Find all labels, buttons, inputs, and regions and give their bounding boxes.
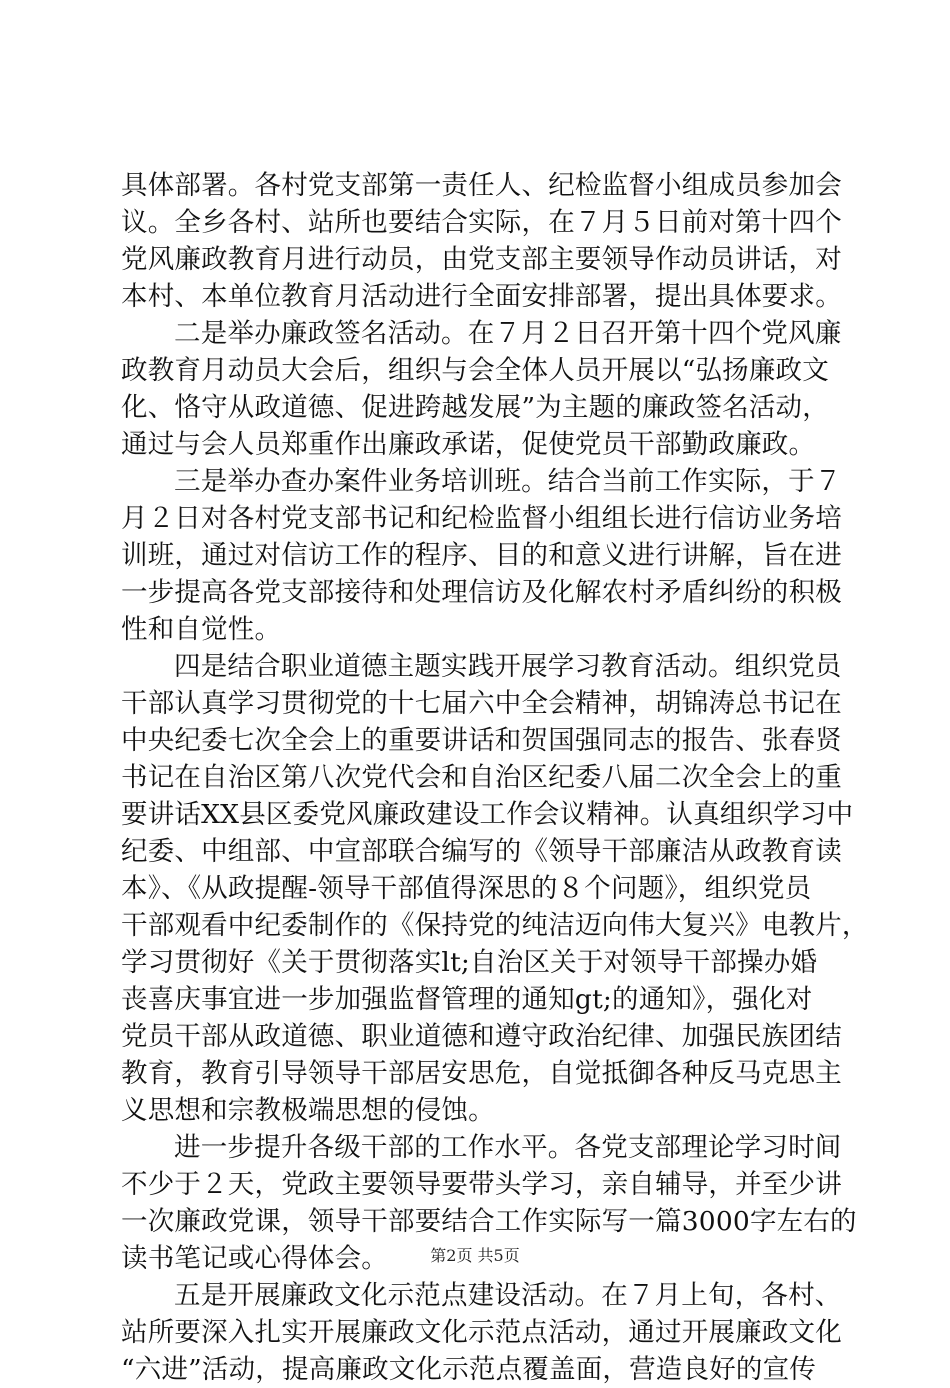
text-line: 义思想和宗教极端思想的侵蚀。 (121, 1095, 495, 1126)
text-line: 干部认真学习贯彻党的十七届六中全会精神，胡锦涛总书记在 (121, 688, 842, 719)
page-number: 第2页 共5页 (430, 1246, 520, 1265)
text-line: 党员干部从政道德、职业道德和遵守政治纪律、加强民族团结 (121, 1021, 842, 1052)
text-line: 通过与会人员郑重作出廉政承诺，促使党员干部勤政廉政。 (121, 429, 816, 460)
paragraph-first-line: 三是举办查办案件业务培训班。结合当前工作实际，于７ (174, 466, 842, 497)
text-line: 不少于２天，党政主要领导要带头学习，亲自辅导，并至少讲 (121, 1169, 842, 1200)
page-footer (0, 1244, 950, 1268)
text-line: “六进”活动，提高廉政文化示范点覆盖面，营造良好的宣传 (121, 1354, 816, 1385)
text-line: 本村、本单位教育月活动进行全面安排部署，提出具体要求。 (121, 281, 842, 312)
text-line: 训班，通过对信访工作的程序、目的和意义进行讲解，旨在进 (121, 540, 842, 571)
text-line: 具体部署。各村党支部第一责任人、纪检监督小组成员参加会 (121, 170, 842, 201)
text-line: 本》、《从政提醒-领导干部值得深思的８个问题》，组织党员 (121, 873, 812, 904)
text-line: 站所要深入扎实开展廉政文化示范点活动，通过开展廉政文化 (121, 1317, 842, 1348)
text-line: 一步提高各党支部接待和处理信访及化解农村矛盾纠纷的积极 (121, 577, 842, 608)
text-line: 中央纪委七次全会上的重要讲话和贺国强同志的报告、张春贤 (121, 725, 842, 756)
text-line: 一次廉政党课，领导干部要结合工作实际写一篇3000字左右的 (121, 1206, 857, 1237)
text-line: 党风廉政教育月进行动员，由党支部主要领导作动员讲话，对 (121, 244, 842, 275)
text-line: 化、恪守从政道德、促进跨越发展”为主题的廉政签名活动， (121, 392, 829, 423)
text-line: 丧喜庆事宜进一步加强监督管理的通知gt;的通知》，强化对 (121, 984, 813, 1015)
paragraph-first-line: 四是结合职业道德主题实践开展学习教育活动。组织党员 (174, 651, 842, 682)
text-line: 学习贯彻好《关于贯彻落实lt;自治区关于对领导干部操办婚 (121, 947, 818, 978)
text-line: 性和自觉性。 (121, 614, 282, 645)
paragraph-first-line: 进一步提升各级干部的工作水平。各党支部理论学习时间 (174, 1132, 842, 1163)
text-line: 议。全乡各村、站所也要结合实际，在７月５日前对第十四个 (121, 207, 842, 238)
text-line: 干部观看中纪委制作的《保持党的纯洁迈向伟大复兴》电教片， (121, 910, 869, 941)
text-line: 读书笔记或心得体会。 (121, 1243, 388, 1274)
paragraph-first-line: 五是开展廉政文化示范点建设活动。在７月上旬，各村、 (174, 1280, 842, 1311)
text-line: 要讲话XX县区委党风廉政建设工作会议精神。认真组织学习中 (121, 799, 854, 830)
text-line: 政教育月动员大会后，组织与会全体人员开展以“弘扬廉政文 (121, 355, 829, 386)
text-line: 月２日对各村党支部书记和纪检监督小组组长进行信访业务培 (121, 503, 842, 534)
text-line: 书记在自治区第八次党代会和自治区纪委八届二次全会上的重 (121, 762, 842, 793)
text-line: 教育，教育引导领导干部居安思危，自觉抵御各种反马克思主 (121, 1058, 842, 1089)
paragraph-first-line: 二是举办廉政签名活动。在７月２日召开第十四个党风廉 (174, 318, 842, 349)
text-line: 纪委、中组部、中宣部联合编写的《领导干部廉洁从政教育读 (121, 836, 842, 867)
